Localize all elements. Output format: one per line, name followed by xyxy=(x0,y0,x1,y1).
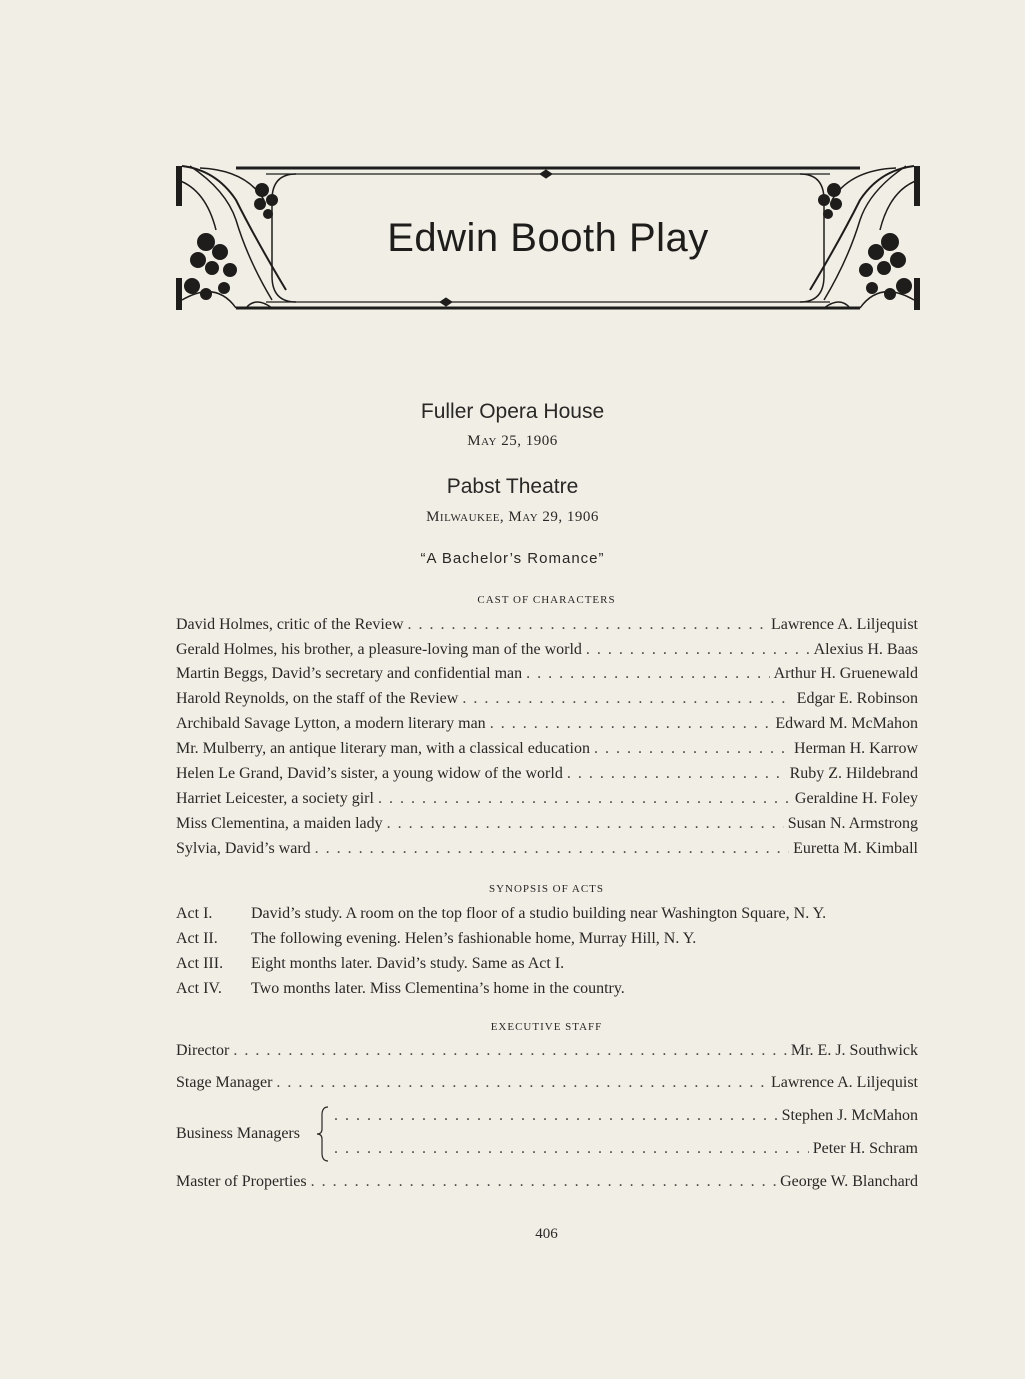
cast-row xyxy=(176,839,918,859)
staff-name: Mr. E. J. Southwick xyxy=(790,1042,918,1059)
staff-role: Business Managers xyxy=(176,1125,300,1142)
page-number: 406 xyxy=(535,1226,558,1242)
cast-actor: Edgar E. Robinson xyxy=(796,690,918,707)
venue-date: Milwaukee, May 29, 1906 xyxy=(426,509,599,525)
leader-dots xyxy=(567,764,786,784)
act-number: Act II. xyxy=(176,930,218,947)
venue-name: Pabst Theatre xyxy=(446,475,579,498)
leader-dots xyxy=(315,839,789,859)
cast-actor: Ruby Z. Hildebrand xyxy=(789,765,918,782)
synopsis-heading: SYNOPSIS OF ACTS xyxy=(488,883,605,895)
staff-heading: EXECUTIVE STAFF xyxy=(490,1021,603,1033)
cast-actor: Herman H. Karrow xyxy=(794,740,918,757)
cast-actor: Susan N. Armstrong xyxy=(787,815,918,832)
staff-row xyxy=(176,1172,918,1192)
cast-row xyxy=(176,814,918,834)
leader-dots xyxy=(378,789,791,809)
cast-row xyxy=(176,640,918,660)
cast-role: Martin Beggs, David’s secretary and confidential man xyxy=(176,665,523,682)
staff-role: Director xyxy=(176,1042,230,1059)
staff-row xyxy=(334,1106,918,1126)
cast-row xyxy=(176,689,918,709)
act-description: Two months later. Miss Clementina’s home in the country. xyxy=(251,980,625,997)
staff-name: Lawrence A. Liljequist xyxy=(770,1074,918,1091)
act-number: Act IV. xyxy=(176,980,222,997)
leader-dots xyxy=(462,689,792,709)
staff-role: Stage Manager xyxy=(176,1074,273,1091)
leader-dots xyxy=(334,1139,809,1159)
title-banner xyxy=(176,160,920,316)
cast-actor: Lawrence A. Liljequist xyxy=(770,616,918,633)
cast-actor: Arthur H. Gruenewald xyxy=(773,665,918,682)
leader-dots xyxy=(311,1172,776,1192)
leader-dots xyxy=(408,615,767,635)
cast-heading: CAST OF CHARACTERS xyxy=(477,594,616,606)
cast-actor: Geraldine H. Foley xyxy=(794,790,918,807)
leader-dots xyxy=(233,1041,787,1061)
venue-date: May 25, 1906 xyxy=(467,433,558,449)
cast-actor: Euretta M. Kimball xyxy=(793,840,918,857)
banner-title: Edwin Booth Play xyxy=(387,216,709,260)
cast-actor: Alexius H. Baas xyxy=(813,641,918,658)
leader-dots xyxy=(334,1106,778,1126)
cast-role: David Holmes, critic of the Review xyxy=(176,616,404,633)
cast-row xyxy=(176,615,918,635)
staff-row xyxy=(334,1139,918,1159)
staff-name: Peter H. Schram xyxy=(812,1140,918,1157)
staff-row xyxy=(176,1073,918,1093)
staff-name: Stephen J. McMahon xyxy=(781,1107,918,1124)
leader-dots xyxy=(526,664,769,684)
cast-row xyxy=(176,739,918,759)
staff-role: Master of Properties xyxy=(176,1173,307,1190)
brace-icon xyxy=(316,1105,332,1163)
leader-dots xyxy=(490,714,772,734)
cast-row xyxy=(176,714,918,734)
leader-dots xyxy=(586,640,810,660)
staff-row xyxy=(176,1041,918,1061)
staff-name: George W. Blanchard xyxy=(780,1173,918,1190)
venue-name: Fuller Opera House xyxy=(420,400,605,423)
act-number: Act I. xyxy=(176,905,213,922)
cast-role: Harriet Leicester, a society girl xyxy=(176,790,374,807)
cast-row xyxy=(176,764,918,784)
play-title: “A Bachelor’s Romance” xyxy=(420,550,605,567)
cast-role: Sylvia, David’s ward xyxy=(176,840,311,857)
cast-row xyxy=(176,789,918,809)
cast-role: Mr. Mulberry, an antique literary man, with a classical education xyxy=(176,740,590,757)
cast-actor: Edward M. McMahon xyxy=(775,715,918,732)
leader-dots xyxy=(276,1073,767,1093)
cast-role: Archibald Savage Lytton, a modern literary man xyxy=(176,715,486,732)
cast-role: Helen Le Grand, David’s sister, a young widow of the world xyxy=(176,765,563,782)
cast-row xyxy=(176,664,918,684)
leader-dots xyxy=(594,739,790,759)
act-description: David’s study. A room on the top floor of a studio building near Washington Square, N. Y. xyxy=(251,905,827,922)
act-description: The following evening. Helen’s fashionable home, Murray Hill, N. Y. xyxy=(251,930,697,947)
cast-role: Gerald Holmes, his brother, a pleasure-loving man of the world xyxy=(176,641,582,658)
cast-role: Miss Clementina, a maiden lady xyxy=(176,815,383,832)
act-description: Eight months later. David’s study. Same as Act I. xyxy=(251,955,565,972)
act-number: Act III. xyxy=(176,955,224,972)
leader-dots xyxy=(387,814,784,834)
cast-role: Harold Reynolds, on the staff of the Review xyxy=(176,690,459,707)
